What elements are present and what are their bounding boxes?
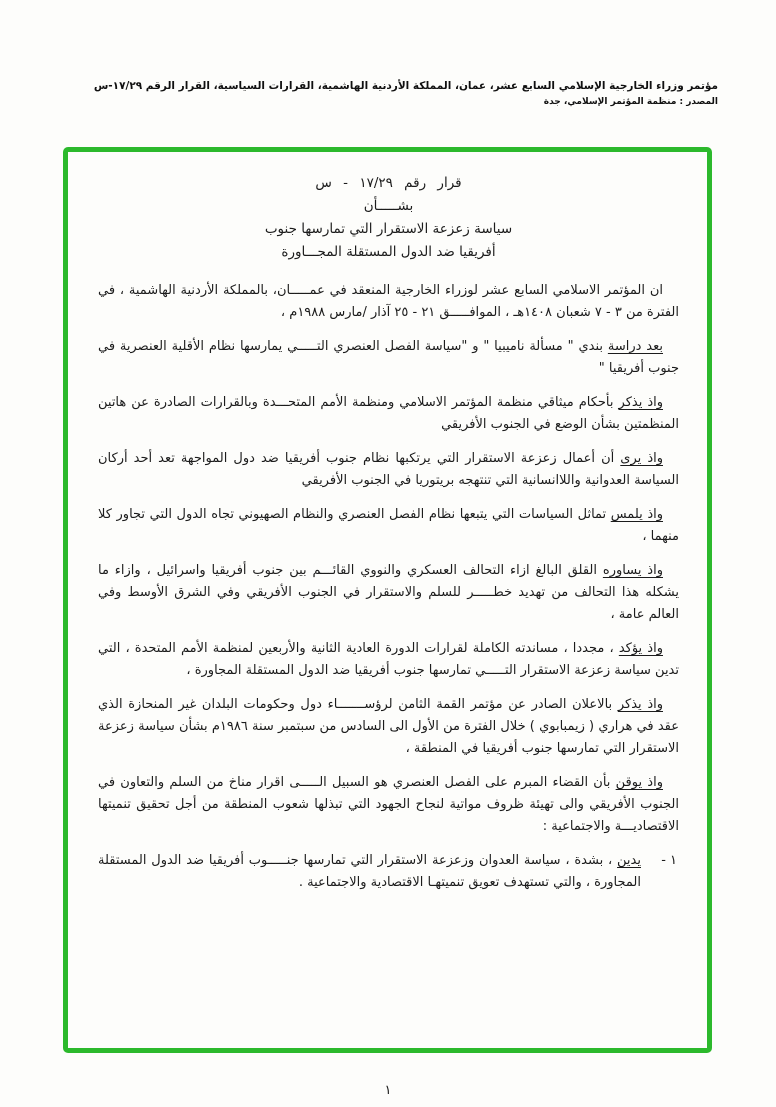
paragraph-lead-underlined: واذ يذكر [618,395,663,410]
paragraph-lead-underlined: بعد دراسة [607,339,663,354]
clause-number: ١ - [661,853,677,868]
document-header [58,80,718,107]
preamble-paragraphs [98,280,679,838]
resolution-subject-line-2: أفريقيا ضد الدول المستقلة المجـــاورة [281,244,496,260]
paragraph-lead-underlined: واذ يساوره [602,563,663,578]
resolution-subject-line-1: سياسة زعزعة الاستقرار التي تمارسها جنوب [264,221,513,237]
resolution-number: قرار رقم ١٧/٢٩ - س [315,175,462,191]
paragraph-lead-underlined: واذ يذكر [617,697,663,712]
preamble-paragraph: واذ يذكر بأحكام ميثاقي منظمة المؤتمر الاسلامي ومنظمة الأمم المتحـــدة وبالقرارات الصادرة عن هاتين المنظمتين بشأن الوضع في الجنوب الأفريقي [98,395,679,432]
clause-lead-underlined: يدين [617,853,641,868]
paragraph-lead-underlined: واذ يرى [620,451,663,466]
preamble-paragraph: ان المؤتمر الاسلامي السابع عشر لوزراء الخارجية المنعقد في عمـــــان، بالمملكة الأردنية الهاشمية ، في الفترة من ٣ - ٧ شعبان ١٤٠٨هـ ، الموافـــــق ٢١ - ٢٥ آذار /مارس ١٩٨٨م ، [98,283,679,320]
resolution-regarding: بشـــــأن [363,198,414,214]
preamble-paragraph: واذ يرى أن أعمال زعزعة الاستقرار التي يرتكبها نظام جنوب أفريقيا ضد دول المواجهة تعد أحد أركان السياسة العدوانية واللاانسانية التي تنتهجه بريتوريا في الجنوب الأفريقي [98,451,679,488]
preamble-paragraph: واذ يوقن بأن القضاء المبرم على الفصل العنصري هو السبيل الـــــى اقرار مناخ من السلم والتعاون في الجنوب الأفريقي والى تهيئة ظروف مواتية لنجاح الجهود التي تبذلها شعوب المنطقة من أجل تحقيق تنميتها الاقتصاديـــة والاجتماعية : [98,775,679,834]
preamble-paragraph: واذ يساوره القلق البالغ ازاء التحالف العسكري والنووي القائـــم بين جنوب أفريقيا واسرائيل ، وازاء ما يشكله هذا التحالف من تهديد خطـــــر للسلم والاستقرار في الجنوب الأفريقي وفي الشرق الأوسط وفي العالم عامة ، [98,563,679,622]
header-citation: مؤتمر وزراء الخارجية الإسلامي السابع عشر، عمان، المملكة الأردنية الهاشمية، القرارات السياسية، القرار الرقم ١٧/٢٩-س [93,80,718,92]
preamble-paragraph: واذ يذكر بالاعلان الصادر عن مؤتمر القمة الثامن لرؤســـــــاء دول وحكومات البلدان غير المنحازة الذي عقد في هراري ( زيمبابوي ) خلال الفترة من الأول الى السادس من سبتمبر سنة ١٩٨٦م بشأن سياسة زعزعة الاستقرار التي تمارسها جنوب أفريقيا في المنطقة ، [98,697,679,756]
paragraph-lead-underlined: واذ يوقن [615,775,663,790]
header-source: المصدر : منظمة المؤتمر الإسلامي، جدة [543,97,718,107]
preamble-paragraph: واذ يؤكد ، مجددا ، مساندته الكاملة لقرارات الدورة العادية الثانية والأربعين لمنظمة الأمم المتحدة ، التي تدين سياسة زعزعة الاستقرار التـــــي تمارسها جنوب أفريقيا ضد الدول المستقلة المجاورة ، [98,641,679,678]
operative-clause: ١ - يدين ، بشدة ، سياسة العدوان وزعزعة الاستقرار التي تمارسها جنـــــوب أفريقيا ضد الدول المستقلة المجاورة ، والتي تستهدف تعويق تنميتهـا الاقتصادية والاجتماعية . [98,850,679,894]
operative-clauses [98,850,679,894]
highlight-border-box [63,147,712,1053]
resolution-body [68,152,707,1048]
paragraph-lead-underlined: واذ يلمس [610,507,663,522]
paragraph-lead-underlined: واذ يؤكد [618,641,663,656]
preamble-paragraph: واذ يلمس تماثل السياسات التي يتبعها نظام الفصل العنصري والنظام الصهيوني تجاه الدول التي تجاور كلا منهما ، [98,507,679,544]
resolution-title-block [98,172,679,264]
page-number: ١ [384,1083,392,1098]
preamble-paragraph: بعد دراسة بندي " مسألة ناميبيا " و "سياسة الفصل العنصري التـــــي يمارسها نظام الأقلية العنصرية في جنوب أفريقيا " [98,339,679,376]
